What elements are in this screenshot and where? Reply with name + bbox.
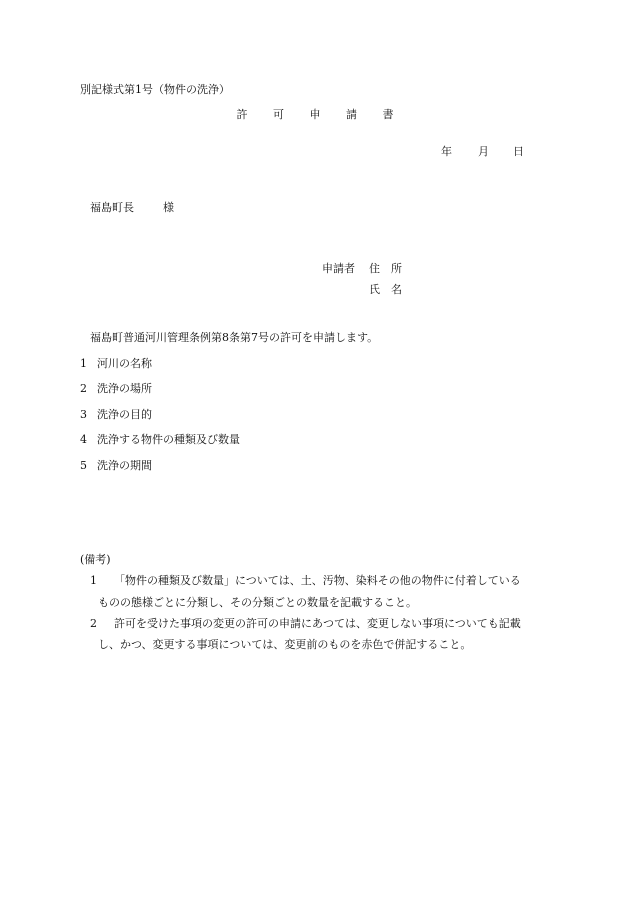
title-char: 書 (382, 108, 394, 121)
item-number: 3 (80, 408, 87, 421)
item-number: 2 (80, 382, 87, 395)
list-item (80, 357, 152, 371)
item-text: 洗浄する物件の種類及び数量 (97, 433, 240, 446)
title-char: 可 (273, 108, 284, 121)
item-number: 1 (80, 357, 87, 370)
applicant-label: 申請者 (322, 262, 355, 275)
item-text: 洗浄の場所 (97, 382, 152, 395)
list-item (80, 382, 152, 396)
item-text: 河川の名称 (97, 357, 152, 370)
list-item (80, 433, 240, 447)
date-day-label: 日 (513, 145, 524, 158)
addressee-honorific: 様 (163, 201, 174, 214)
date-year-label: 年 (441, 145, 452, 158)
applicant-address-label: 住 所 (369, 262, 402, 275)
list-item (80, 408, 152, 422)
request-statement: 福島町普通河川管理条例第8条第7号の許可を申請します。 (90, 331, 379, 344)
note-number: 1 (90, 574, 97, 587)
note-item (90, 617, 521, 631)
title-char: 請 (346, 108, 357, 121)
addressee (90, 201, 174, 215)
document-title (0, 108, 630, 122)
note-continuation: し、かつ、変更する事項については、変更前のものを赤色で併記すること。 (98, 638, 472, 651)
item-number: 4 (80, 433, 87, 446)
item-text: 洗浄の期間 (97, 459, 152, 472)
form-label: 別記様式第1号（物件の洗浄） (80, 83, 230, 96)
list-item (80, 459, 152, 473)
note-number: 2 (90, 617, 97, 630)
notes-heading: (備考) (80, 553, 111, 566)
note-continuation: ものの態様ごとに分類し、その分類ごとの数量を記載すること。 (98, 596, 417, 609)
note-text: 許可を受けた事項の変更の許可の申請にあつては、変更しない事項についても記載 (114, 617, 521, 630)
item-number: 5 (80, 459, 87, 472)
note-item (90, 574, 521, 588)
addressee-name: 福島町長 (90, 201, 134, 214)
date-month-label: 月 (478, 145, 489, 158)
title-char: 申 (309, 108, 321, 121)
note-text: 「物件の種類及び数量」については、土、汚物、染料その他の物件に付着している (114, 574, 521, 587)
title-char: 許 (236, 108, 248, 121)
applicant-name-label: 氏 名 (369, 283, 402, 296)
item-text: 洗浄の目的 (97, 408, 152, 421)
